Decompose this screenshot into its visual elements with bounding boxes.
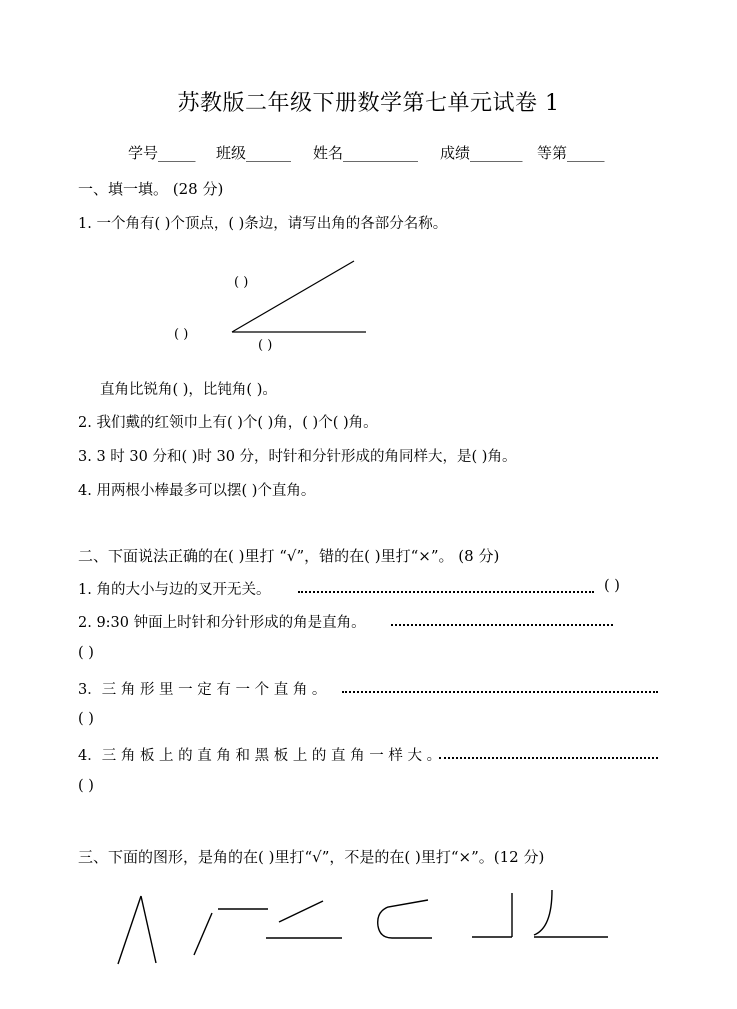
figure-4 [378,900,432,938]
section2-heading: 二、下面说法正确的在( )里打 “√”，错的在( )里打“×”。 (8 分) [78,547,500,565]
question-1: 1. 一个角有( )个顶点，( )条边，请写出角的各部分名称。 [78,216,448,232]
label-top-blank[interactable]: ( ) [234,275,249,290]
statement-4-answer[interactable]: ( ) [78,778,94,794]
statement-1-answer[interactable]: ( ) [604,578,620,594]
label-vertex-blank[interactable]: ( ) [174,327,189,342]
score-field[interactable]: 成绩_______ [440,144,523,162]
statement-2-answer[interactable]: ( ) [78,645,94,661]
question-4: 4. 用两根小棒最多可以摆( )个直角。 [78,483,316,499]
figure-1 [118,896,156,964]
label-bottom-blank[interactable]: ( ) [258,338,273,353]
statement-1: 1. 角的大小与边的叉开无关。 [78,582,271,598]
question-1b: 直角比锐角( )，比钝角( )。 [100,382,277,398]
section1-heading: 一、填一填。 (28 分) [78,180,224,198]
name-field[interactable]: 姓名__________ [313,144,419,162]
figure-6 [534,890,608,937]
figure-3 [266,901,342,938]
page-title: 苏教版二年级下册数学第七单元试卷 1 [177,91,560,116]
figure-2 [194,909,268,955]
grade-field[interactable]: 等第_____ [537,144,605,162]
statement-3-answer[interactable]: ( ) [78,711,94,727]
statement-4: 4．三 角 板 上 的 直 角 和 黑 板 上 的 直 角 一 样 大 。 [78,748,442,764]
figure-5 [472,893,512,937]
class-field[interactable]: 班级______ [216,144,292,162]
statement-3: 3．三 角 形 里 一 定 有 一 个 直 角 。 [78,682,327,698]
section3-heading: 三、下面的图形，是角的在( )里打“√”，不是的在( )里打“×”。(12 分) [78,848,545,866]
question-3: 3. 3 时 30 分和( )时 30 分，时针和分针形成的角同样大，是( )角。 [78,449,517,465]
statement-2: 2. 9:30 钟面上时针和分针形成的角是直角。 [78,615,366,631]
question-2: 2. 我们戴的红领巾上有( )个( )角，( )个( )角。 [78,415,378,431]
student-number-field[interactable]: 学号_____ [128,144,196,162]
